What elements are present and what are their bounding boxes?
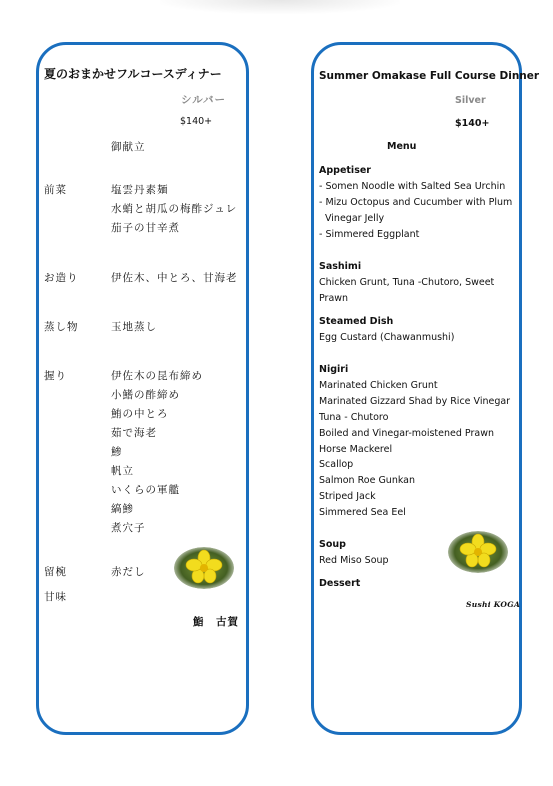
jp-menu-item: 水蛸と胡瓜の梅酢ジュレ <box>111 203 238 215</box>
jp-menu-item: 伊佐木、中とろ、甘海老 <box>111 272 238 284</box>
jp-section-label: 蒸し物 <box>44 321 79 333</box>
en-section-heading: Nigiri <box>319 364 349 375</box>
jp-title: 夏のおまかせフルコースディナー <box>44 67 222 81</box>
en-menu-heading: Menu <box>387 141 417 152</box>
jp-section-label: お造り <box>44 272 79 284</box>
en-menu-item: Salmon Roe Gunkan <box>319 475 416 486</box>
jp-tier: シルバー <box>181 94 227 106</box>
jp-section-label: 甘味 <box>44 591 67 603</box>
en-menu-item: - Somen Noodle with Salted Sea Urchin <box>319 181 506 192</box>
jp-menu-item: 伊佐木の昆布締め <box>111 370 203 382</box>
en-section-heading: Steamed Dish <box>319 316 394 327</box>
jp-menu-item: 茄子の甘辛煮 <box>111 222 180 234</box>
en-price: $140+ <box>455 118 490 129</box>
en-menu-item: - Mizu Octopus and Cucumber with Plum <box>319 197 513 208</box>
en-signature: Sushi KOGA <box>466 600 521 609</box>
en-menu-item: - Simmered Eggplant <box>319 229 420 240</box>
jp-menu-heading: 御献立 <box>111 141 146 153</box>
jp-menu-item: 茹で海老 <box>111 427 157 439</box>
en-menu-item: Simmered Sea Eel <box>319 507 406 518</box>
jp-menu-item: 鯵 <box>111 446 123 458</box>
jp-section-label: 握り <box>44 370 67 382</box>
en-menu-item: Marinated Gizzard Shad by Rice Vinegar <box>319 396 511 407</box>
jp-menu-item: 煮穴子 <box>111 522 146 534</box>
en-menu-item: Horse Mackerel <box>319 444 393 455</box>
en-menu-item: Prawn <box>319 293 349 304</box>
en-menu-item: Marinated Chicken Grunt <box>319 380 438 391</box>
yellow-flower-icon <box>448 531 508 573</box>
yellow-flower-icon <box>174 547 234 589</box>
jp-menu-item: 小鰭の酢締め <box>111 389 180 401</box>
jp-section-label: 留椀 <box>44 566 67 578</box>
jp-menu-item: 塩雲丹素麺 <box>111 184 169 196</box>
en-menu-item: Striped Jack <box>319 491 376 502</box>
en-menu-item: Egg Custard (Chawanmushi) <box>319 332 455 343</box>
en-menu-item: Chicken Grunt, Tuna -Chutoro, Sweet <box>319 277 495 288</box>
jp-menu-item: 縞鯵 <box>111 503 134 515</box>
jp-price: $140+ <box>180 116 213 127</box>
en-menu-item: Tuna - Chutoro <box>319 412 389 423</box>
en-section-heading: Soup <box>319 539 346 550</box>
en-section-heading: Appetiser <box>319 165 371 176</box>
en-menu-item: Scallop <box>319 459 354 470</box>
jp-section-label: 前菜 <box>44 184 67 196</box>
jp-menu-item: 帆立 <box>111 465 134 477</box>
en-section-heading: Sashimi <box>319 261 362 272</box>
en-menu-item: Vinegar Jelly <box>325 213 385 224</box>
en-menu-item: Red Miso Soup <box>319 555 389 566</box>
jp-menu-item: 鮪の中とろ <box>111 408 169 420</box>
en-title: Summer Omakase Full Course Dinner <box>319 70 540 82</box>
en-tier: Silver <box>455 95 486 106</box>
jp-menu-item: いくらの軍艦 <box>111 484 180 496</box>
en-section-heading: Dessert <box>319 578 361 589</box>
en-menu-item: Boiled and Vinegar-moistened Prawn <box>319 428 494 439</box>
jp-menu-item: 玉地蒸し <box>111 321 157 333</box>
jp-signature: 鮨 古賀 <box>193 616 239 628</box>
top-shadow <box>160 0 400 14</box>
jp-menu-item: 赤だし <box>111 566 146 578</box>
